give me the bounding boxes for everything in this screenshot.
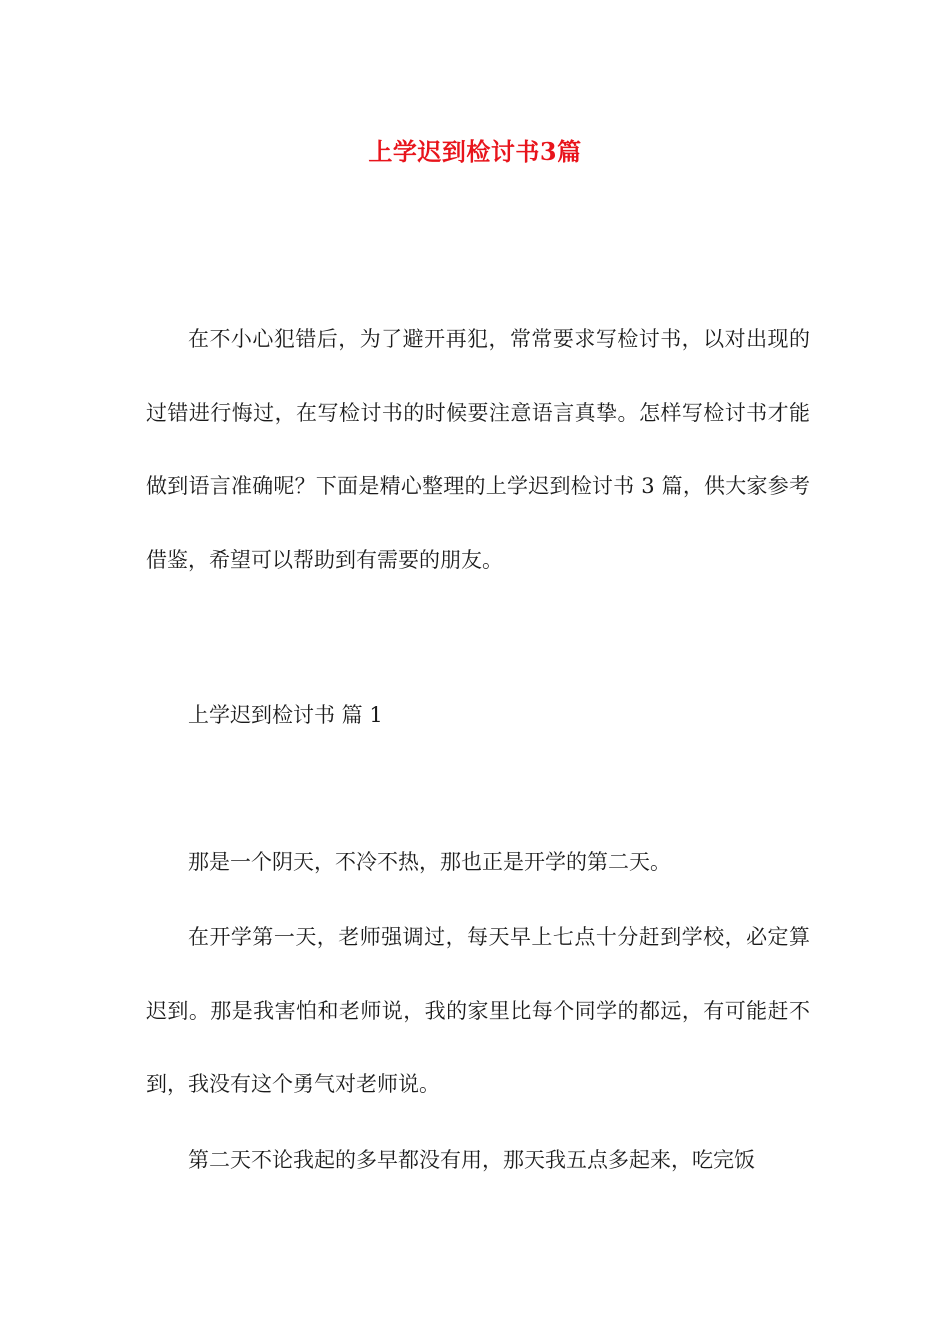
intro-paragraph: 在不小心犯错后，为了避开再犯，常常要求写检讨书，以对出现的过错进行悔过，在写检讨书的时候要注意语言真挚。怎样写检讨书才能做到语言准确呢？下面是精心整理的上学迟到检讨书 3 篇，供大家参考借鉴，希望可以帮助到有需要的朋友。 (146, 327, 810, 572)
document-title: 上学迟到检讨书3篇 (368, 137, 582, 166)
section1-paragraph-2: 在开学第一天，老师强调过，每天早上七点十分赶到学校，必定算迟到。那是我害怕和老师说，我的家里比每个同学的都远，有可能赶不到，我没有这个勇气对老师说。 (146, 925, 810, 1096)
section-heading-1: 上学迟到检讨书 篇 1 (188, 703, 383, 727)
section1-paragraph-1: 那是一个阴天，不冷不热，那也正是开学的第二天。 (188, 850, 671, 874)
section1-paragraph-3: 第二天不论我起的多早都没有用，那天我五点多起来，吃完饭 (188, 1148, 755, 1172)
